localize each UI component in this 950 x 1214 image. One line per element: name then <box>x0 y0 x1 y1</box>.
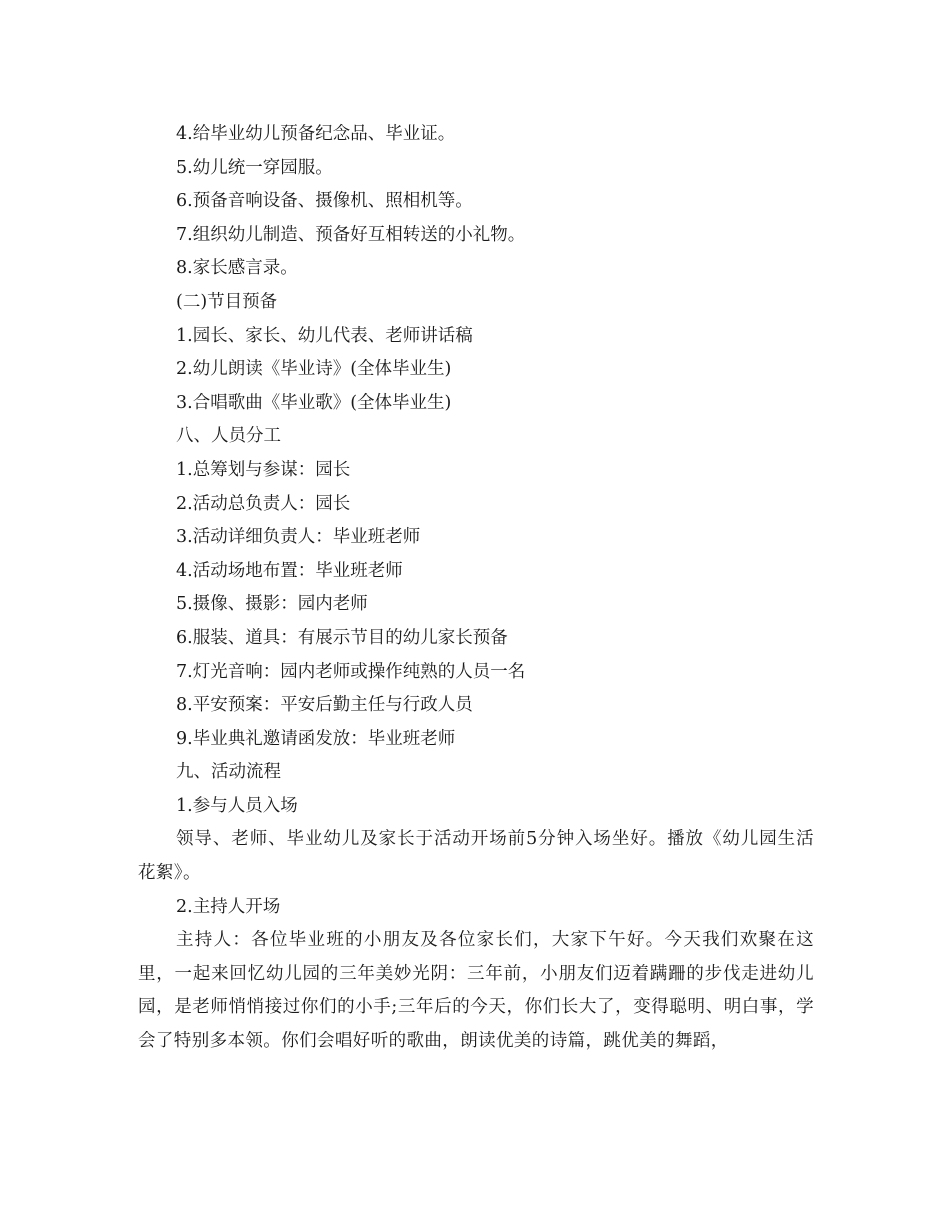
list-item: 8.家长感言录。 <box>176 258 298 279</box>
list-item: 6.预备音响设备、摄像机、照相机等。 <box>176 191 473 212</box>
list-item: 1.园长、家长、幼儿代表、老师讲话稿 <box>176 325 473 346</box>
list-item: 8.平安预案：平安后勤主任与行政人员 <box>176 695 473 716</box>
list-item: 3.合唱歌曲《毕业歌》(全体毕业生) <box>176 392 452 413</box>
list-item: 9.毕业典礼邀请函发放：毕业班老师 <box>176 728 456 749</box>
list-item: 4.给毕业幼儿预备纪念品、毕业证。 <box>176 124 456 144</box>
paragraph-entry: 领导、老师、毕业幼儿及家长于活动开场前5分钟入场坐好。播放《幼儿园生活花絮》。 <box>138 829 814 884</box>
list-item: 1.总筹划与参谋：园长 <box>176 459 351 480</box>
section-heading: 九、活动流程 <box>176 762 281 783</box>
subsection-heading: 2.主持人开场 <box>176 896 281 917</box>
list-item: 5.幼儿统一穿园服。 <box>176 157 333 178</box>
list-item: 4.活动场地布置：毕业班老师 <box>176 560 403 581</box>
list-item: 2.活动总负责人：园长 <box>176 493 351 514</box>
paragraph-host-speech: 主持人：各位毕业班的小朋友及各位家长们，大家下午好。今天我们欢聚在这里，一起来回忆幼儿园的三年美妙光阴：三年前，小朋友们迈着蹒跚的步伐走进幼儿园，是老师悄悄接过你们的小手;三年后的今天，你们长大了，变得聪明、明白事，学会了特别多本领。你们会唱好听的歌曲，朗读优美的诗篇，跳优美的舞蹈， <box>138 930 814 1052</box>
list-item: 7.灯光音响：园内老师或操作纯熟的人员一名 <box>176 661 526 682</box>
subsection-heading: 1.参与人员入场 <box>176 795 298 816</box>
list-item: 7.组织幼儿制造、预备好互相转送的小礼物。 <box>176 224 526 245</box>
list-item: 5.摄像、摄影：园内老师 <box>176 594 368 615</box>
document-body <box>138 118 814 1059</box>
list-item: 2.幼儿朗读《毕业诗》(全体毕业生) <box>176 359 452 380</box>
section-heading: (二)节目预备 <box>176 291 278 312</box>
list-item: 6.服装、道具：有展示节目的幼儿家长预备 <box>176 627 508 648</box>
section-heading: 八、人员分工 <box>176 426 281 447</box>
list-item: 3.活动详细负责人：毕业班老师 <box>176 527 421 548</box>
